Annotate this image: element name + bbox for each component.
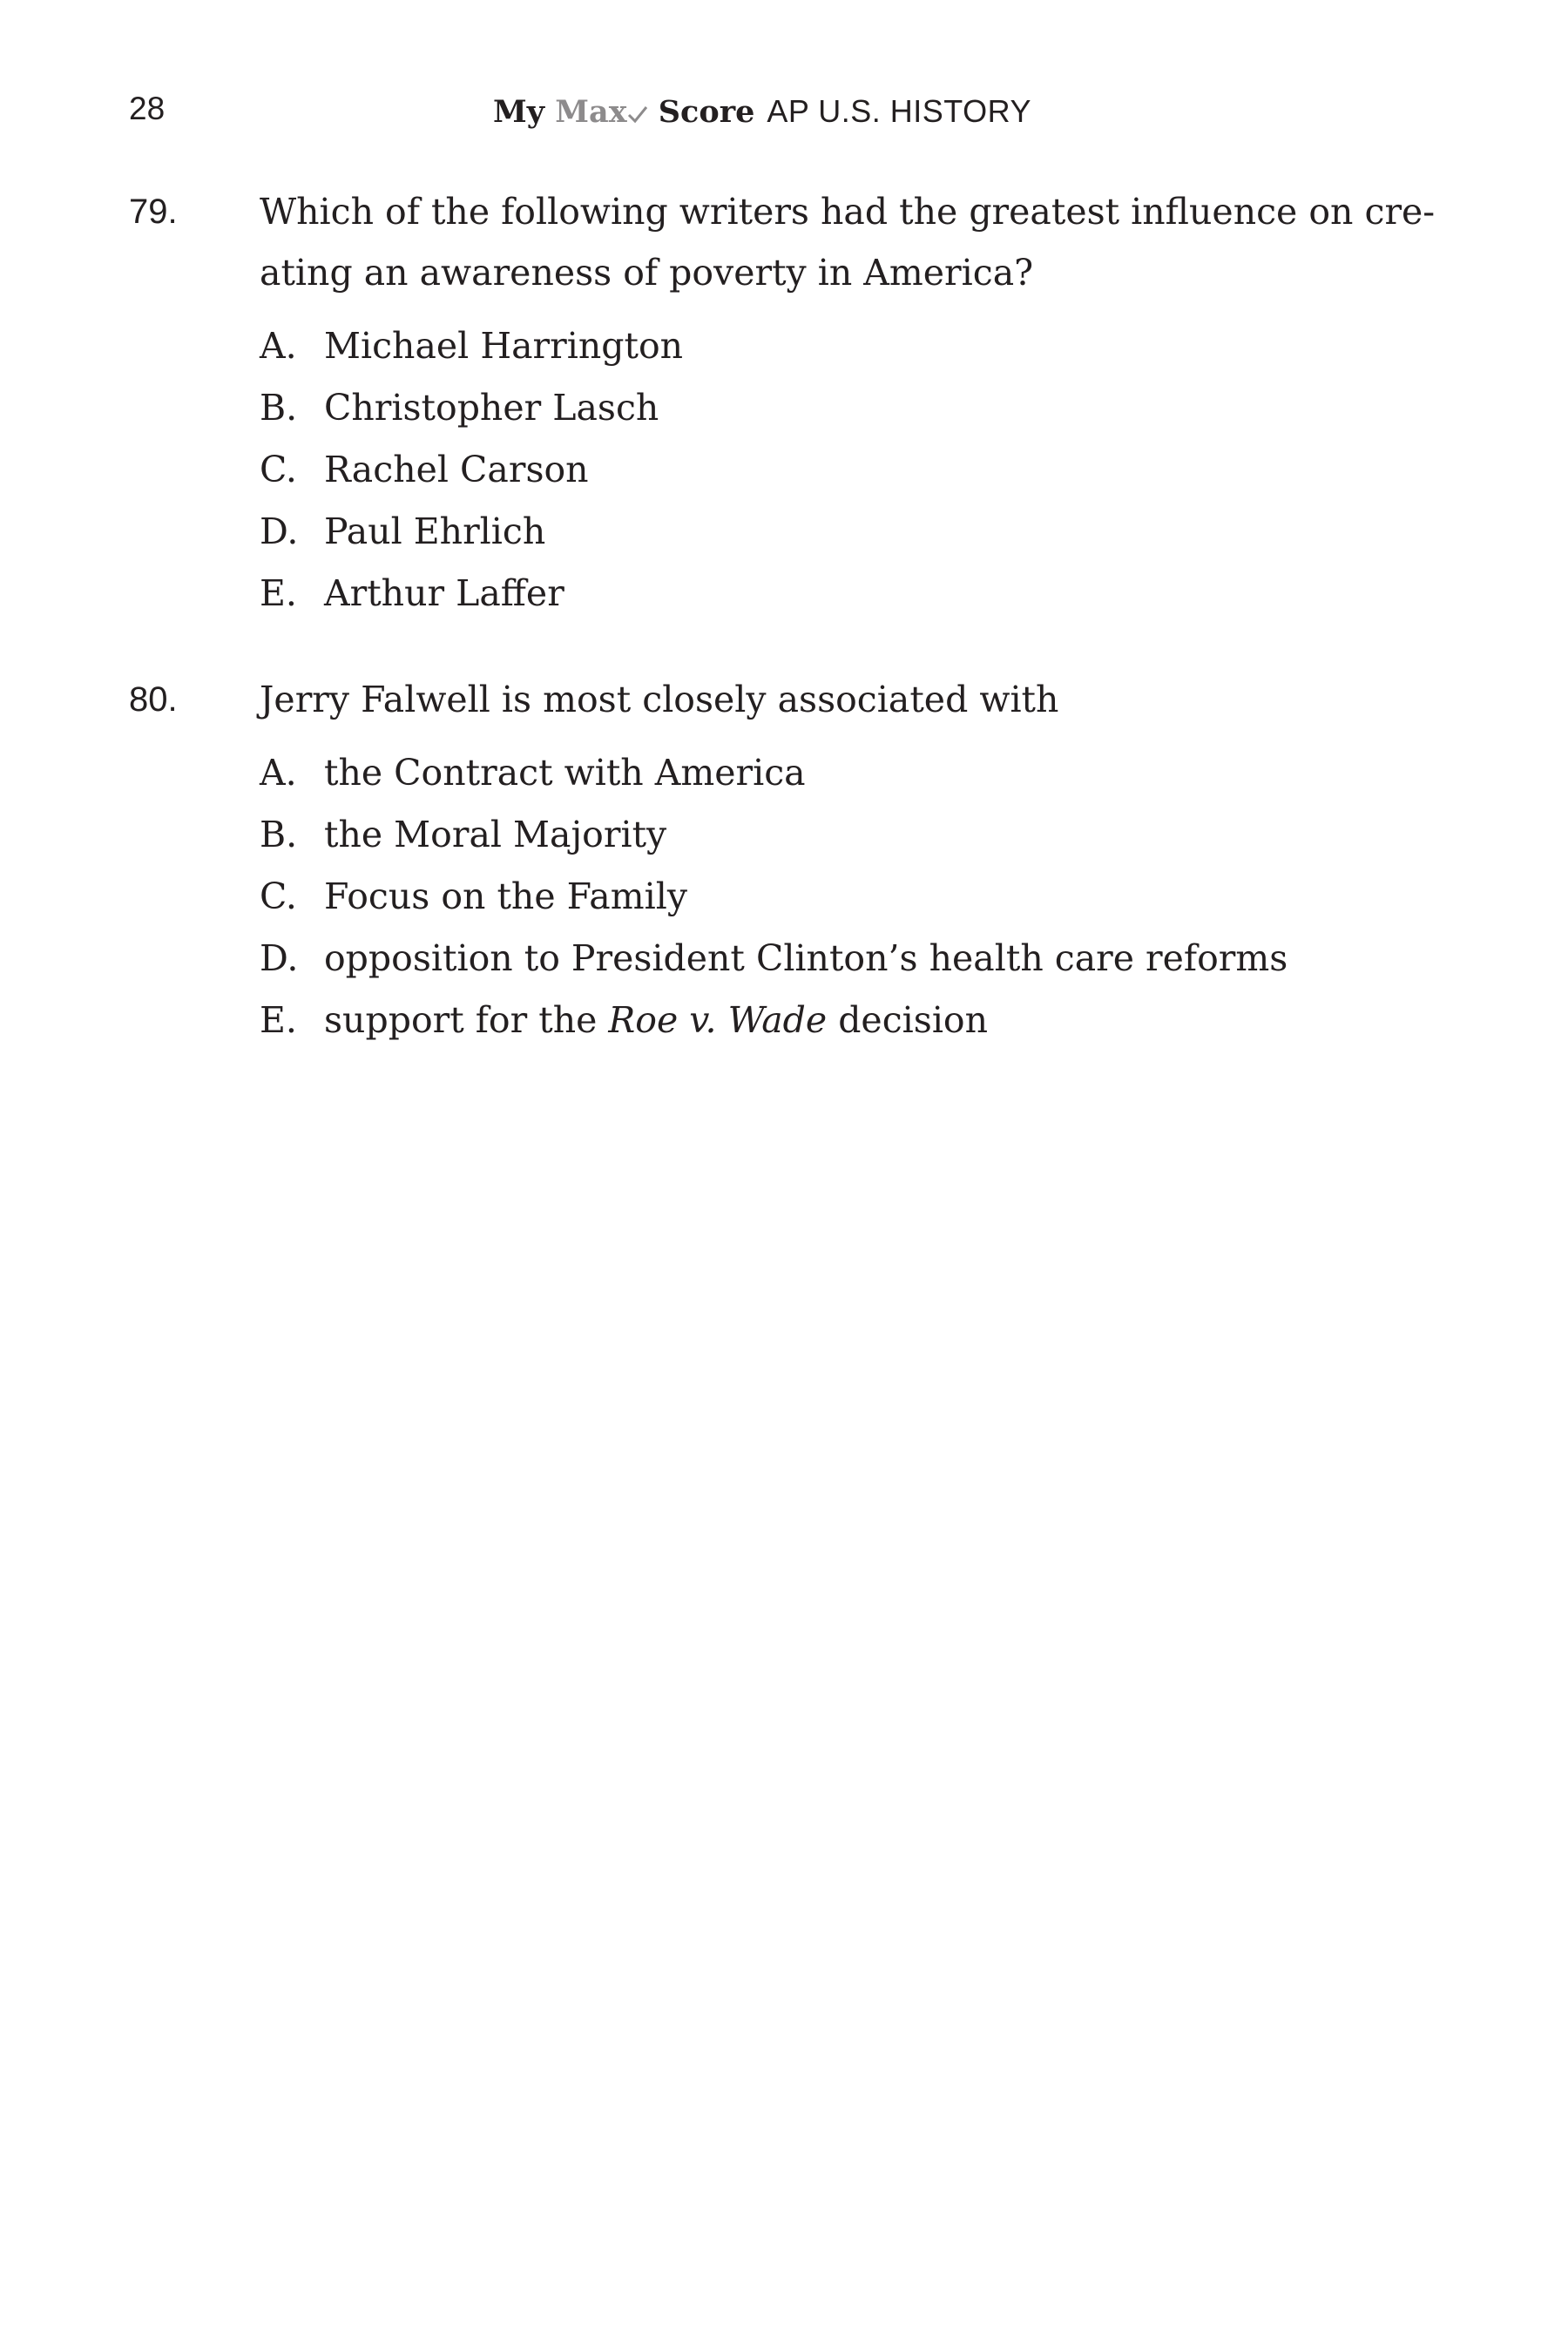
choice-letter: C. (260, 449, 297, 490)
question-number: 79. (129, 193, 178, 231)
choice-letter: E. (260, 999, 297, 1041)
question-number: 80. (129, 680, 178, 719)
answer-choice-d (260, 501, 1394, 563)
answer-choices (260, 315, 1394, 625)
choice-letter: D. (260, 937, 299, 979)
choice-letter: A. (260, 752, 297, 794)
question-80 (129, 669, 1394, 1051)
choice-letter: C. (260, 875, 297, 917)
choice-text: Arthur Laffer (324, 572, 564, 614)
choice-text: Rachel Carson (324, 449, 589, 490)
question-stem (260, 669, 1505, 730)
choice-text: Michael Harrington (324, 325, 684, 367)
choice-letter: B. (260, 387, 298, 429)
choice-letter: E. (260, 572, 297, 614)
choice-text-before: support for the (324, 999, 609, 1041)
brand-my: My (493, 94, 545, 130)
question-stem-line: Jerry Falwell is most closely associated with (260, 679, 1059, 720)
answer-choices (260, 742, 1394, 1051)
answer-choice-d (260, 928, 1394, 990)
answer-choice-c (260, 866, 1394, 928)
brand-logo (493, 94, 754, 130)
book-title: AP U.S. HISTORY (767, 93, 1032, 129)
question-79 (129, 181, 1436, 625)
choice-text: opposition to President Clinton’s health care reforms (324, 937, 1288, 979)
brand-max: Max (555, 94, 647, 130)
page-number: 28 (129, 91, 166, 126)
choice-text: the Contract with America (324, 752, 806, 794)
question-stem-line: Which of the following writers had the greatest influence on cre- (260, 191, 1436, 233)
question-stem-line: ating an awareness of poverty in America? (260, 252, 1034, 294)
question-stem (260, 181, 1505, 303)
choice-letter: A. (260, 325, 297, 367)
checkmark-icon (627, 105, 648, 124)
choice-letter: B. (260, 814, 298, 855)
choice-text: the Moral Majority (324, 814, 667, 855)
running-head (493, 87, 1031, 143)
page-header (129, 87, 1439, 139)
choice-text: Christopher Lasch (324, 387, 659, 429)
choice-text-after: decision (827, 999, 989, 1041)
choice-text: Paul Ehrlich (324, 510, 546, 552)
choice-letter: D. (260, 510, 299, 552)
answer-choice-e (260, 563, 1394, 625)
brand-score: Score (658, 94, 755, 130)
answer-choice-e (260, 990, 1394, 1051)
choice-text: Focus on the Family (324, 875, 688, 917)
answer-choice-b (260, 377, 1394, 439)
case-name-italic: Roe v. Wade (608, 999, 828, 1041)
answer-choice-b (260, 804, 1394, 866)
answer-choice-c (260, 439, 1394, 501)
answer-choice-a (260, 315, 1394, 377)
answer-choice-a (260, 742, 1394, 804)
